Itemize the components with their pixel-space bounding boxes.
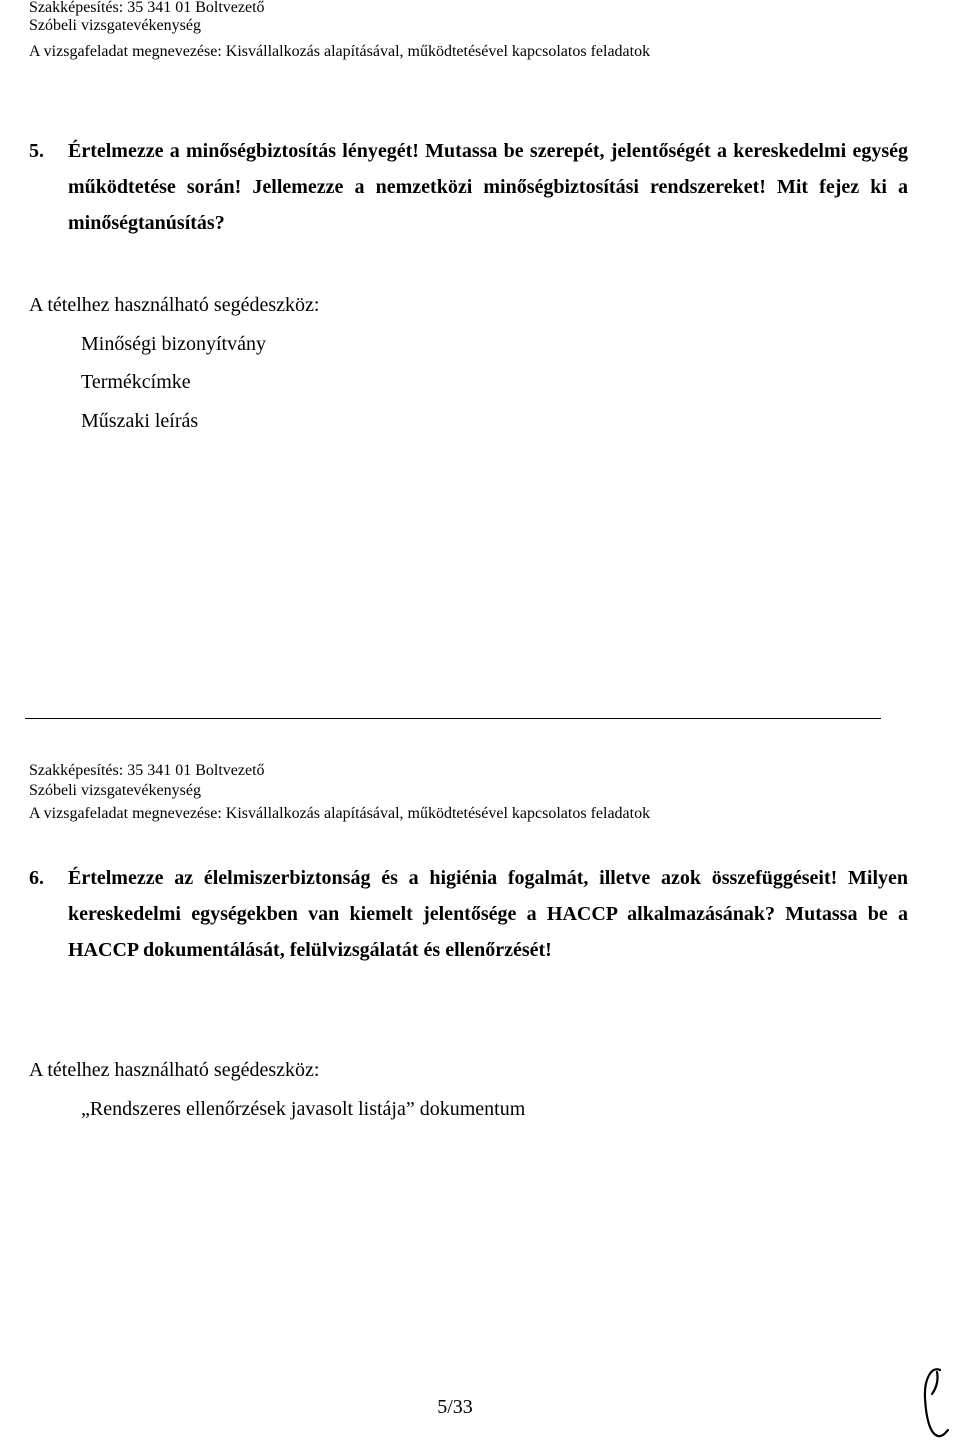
tools-label: A tételhez használható segédeszköz: <box>29 294 320 316</box>
question-number: 5. <box>29 140 44 162</box>
tools-label: A tételhez használható segédeszköz: <box>29 1059 320 1081</box>
tool-item: Minőségi bizonyítvány <box>81 333 266 355</box>
header-exam-type: Szóbeli vizsgatevékenység <box>29 782 201 799</box>
question-5 <box>29 133 909 241</box>
question-6 <box>29 860 909 1010</box>
header-task-name: A vizsgafeladat megnevezése: Kisvállalkozás alapításával, működtetésével kapcsolatos feladatok <box>29 43 651 60</box>
header-specialization: Szakképesítés: 35 341 01 Boltvezető <box>29 0 265 16</box>
header-specialization: Szakképesítés: 35 341 01 Boltvezető <box>29 762 265 779</box>
page-number: 5/33 <box>437 1396 473 1418</box>
question-text: Értelmezze az élelmiszerbiztonság és a higiénia fogalmát, illetve azok összefüggéseit! Milyen kereskedelmi egységekben van kiemelt jelentősége a HACCP alkalmazásának? Mutassa be a HACCP dokumentálását, felülvizsgálatát és ellenőrzését! <box>68 867 908 961</box>
header-exam-type: Szóbeli vizsgatevékenység <box>29 17 201 34</box>
question-number: 6. <box>29 867 44 889</box>
question-text: Értelmezze a minőségbiztosítás lényegét! Mutassa be szerepét, jelentőségét a kereskedelmi egység működtetése során! Jellemezze a nemzetközi minőségbiztosítási rendszereket! Mit fejez ki a minőségtanúsítás? <box>68 140 908 234</box>
tool-item: Műszaki leírás <box>81 410 199 432</box>
section-divider <box>25 718 881 719</box>
tool-item: Termékcímke <box>81 371 191 393</box>
header-task-name: A vizsgafeladat megnevezése: Kisvállalkozás alapításával, működtetésével kapcsolatos feladatok <box>29 805 651 822</box>
handwritten-initial-icon <box>920 1364 954 1440</box>
tool-item: „Rendszeres ellenőrzések javasolt listája” dokumentum <box>81 1098 526 1120</box>
